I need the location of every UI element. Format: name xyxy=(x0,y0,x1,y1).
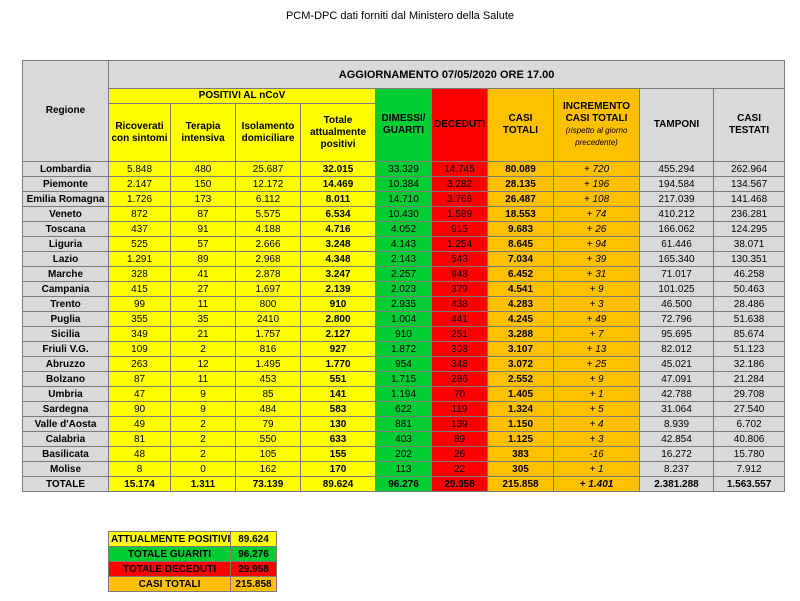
terapia-value: 12 xyxy=(171,357,236,372)
casi-testati-value: 130.351 xyxy=(714,252,785,267)
table-row xyxy=(23,237,785,252)
table-row xyxy=(23,207,785,222)
region-name: Marche xyxy=(23,267,109,282)
totale-positivi-value: 633 xyxy=(301,432,376,447)
incremento-value: + 9 xyxy=(554,282,640,297)
ricoverati-value: 15.174 xyxy=(109,477,171,492)
tamponi-value: 42.788 xyxy=(640,387,714,402)
terapia-value: 150 xyxy=(171,177,236,192)
table-row xyxy=(23,267,785,282)
summary-row xyxy=(109,532,277,547)
incremento-value: + 3 xyxy=(554,432,640,447)
table-row xyxy=(23,162,785,177)
deceduti-value: 29.958 xyxy=(432,477,488,492)
isolamento-value: 550 xyxy=(236,432,301,447)
table-row xyxy=(23,432,785,447)
summary-row xyxy=(109,547,277,562)
table-row xyxy=(23,282,785,297)
tamponi-value: 31.064 xyxy=(640,402,714,417)
deceduti-value: 89 xyxy=(432,432,488,447)
casi-testati-value: 32.186 xyxy=(714,357,785,372)
region-name: Emilia Romagna xyxy=(23,192,109,207)
ricoverati-value: 328 xyxy=(109,267,171,282)
region-name: Calabria xyxy=(23,432,109,447)
ricoverati-value: 109 xyxy=(109,342,171,357)
deceduti-value: 543 xyxy=(432,252,488,267)
incremento-value: + 74 xyxy=(554,207,640,222)
terapia-value: 1.311 xyxy=(171,477,236,492)
casi-totali-value: 1.324 xyxy=(488,402,554,417)
casi-totali-value: 6.452 xyxy=(488,267,554,282)
terapia-value: 2 xyxy=(171,417,236,432)
terapia-value: 0 xyxy=(171,462,236,477)
tamponi-value: 455.294 xyxy=(640,162,714,177)
totale-positivi-value: 927 xyxy=(301,342,376,357)
tamponi-value: 45.021 xyxy=(640,357,714,372)
terapia-value: 2 xyxy=(171,342,236,357)
totale-positivi-value: 141 xyxy=(301,387,376,402)
totale-positivi-value: 3.247 xyxy=(301,267,376,282)
terapia-value: 27 xyxy=(171,282,236,297)
ricoverati-value: 1.291 xyxy=(109,252,171,267)
table-row xyxy=(23,372,785,387)
incremento-value: + 26 xyxy=(554,222,640,237)
dimessi-value: 4.052 xyxy=(376,222,432,237)
isolamento-value: 4.188 xyxy=(236,222,301,237)
isolamento-value: 2410 xyxy=(236,312,301,327)
incremento-value: + 1 xyxy=(554,462,640,477)
ricoverati-value: 47 xyxy=(109,387,171,402)
casi-testati-value: 124.295 xyxy=(714,222,785,237)
tamponi-value: 2.381.288 xyxy=(640,477,714,492)
dimessi-value: 622 xyxy=(376,402,432,417)
dimessi-value: 1.004 xyxy=(376,312,432,327)
totale-positivi-value: 1.770 xyxy=(301,357,376,372)
totale-positivi-value: 3.248 xyxy=(301,237,376,252)
deceduti-value: 139 xyxy=(432,417,488,432)
ricoverati-value: 349 xyxy=(109,327,171,342)
incremento-value: -16 xyxy=(554,447,640,462)
deceduti-value: 348 xyxy=(432,357,488,372)
totale-positivi-value: 2.139 xyxy=(301,282,376,297)
casi-testati-value: 141.468 xyxy=(714,192,785,207)
summary-value: 96.276 xyxy=(231,547,277,562)
region-name: Abruzzo xyxy=(23,357,109,372)
summary-value: 89.624 xyxy=(231,532,277,547)
isolamento-value: 25.687 xyxy=(236,162,301,177)
totale-positivi-value: 2.800 xyxy=(301,312,376,327)
isolamento-value: 12.172 xyxy=(236,177,301,192)
dimessi-value: 2.143 xyxy=(376,252,432,267)
deceduti-value: 308 xyxy=(432,342,488,357)
casi-testati-value: 29.708 xyxy=(714,387,785,402)
totale-positivi-value: 155 xyxy=(301,447,376,462)
totale-positivi-value: 583 xyxy=(301,402,376,417)
casi-testati-value: 50.463 xyxy=(714,282,785,297)
positivi-group-header: POSITIVI AL nCoV xyxy=(109,89,376,104)
source-caption: PCM-DPC dati forniti dal Ministero della Salute xyxy=(285,10,515,22)
deceduti-value: 3.766 xyxy=(432,192,488,207)
col-isolamento: Isolamento domiciliare xyxy=(236,104,301,162)
incremento-value: + 94 xyxy=(554,237,640,252)
totale-positivi-value: 4.348 xyxy=(301,252,376,267)
isolamento-value: 1.495 xyxy=(236,357,301,372)
region-name: Campania xyxy=(23,282,109,297)
tamponi-value: 46.500 xyxy=(640,297,714,312)
tamponi-value: 194.584 xyxy=(640,177,714,192)
casi-totali-value: 26.487 xyxy=(488,192,554,207)
region-name: Piemonte xyxy=(23,177,109,192)
ricoverati-value: 81 xyxy=(109,432,171,447)
terapia-value: 11 xyxy=(171,372,236,387)
table-row xyxy=(23,387,785,402)
deceduti-value: 948 xyxy=(432,267,488,282)
deceduti-value: 3.282 xyxy=(432,177,488,192)
region-name: Friuli V.G. xyxy=(23,342,109,357)
dimessi-value: 96.276 xyxy=(376,477,432,492)
col-terapia: Terapia intensiva xyxy=(171,104,236,162)
terapia-value: 21 xyxy=(171,327,236,342)
table-row xyxy=(23,312,785,327)
casi-testati-value: 6.702 xyxy=(714,417,785,432)
ricoverati-value: 437 xyxy=(109,222,171,237)
dimessi-value: 954 xyxy=(376,357,432,372)
col-casi-totali: CASI TOTALI xyxy=(488,89,554,162)
tamponi-value: 101.025 xyxy=(640,282,714,297)
terapia-value: 480 xyxy=(171,162,236,177)
casi-testati-value: 21.284 xyxy=(714,372,785,387)
incremento-value: + 720 xyxy=(554,162,640,177)
casi-testati-value: 134.567 xyxy=(714,177,785,192)
isolamento-value: 484 xyxy=(236,402,301,417)
incremento-value: + 9 xyxy=(554,372,640,387)
casi-totali-value: 28.135 xyxy=(488,177,554,192)
dimessi-value: 403 xyxy=(376,432,432,447)
summary-row xyxy=(109,562,277,577)
summary-label: TOTALE DECEDUTI xyxy=(109,562,231,577)
deceduti-value: 14.745 xyxy=(432,162,488,177)
casi-testati-value: 236.281 xyxy=(714,207,785,222)
isolamento-value: 1.697 xyxy=(236,282,301,297)
tamponi-value: 410.212 xyxy=(640,207,714,222)
region-name: Lombardia xyxy=(23,162,109,177)
region-name: Toscana xyxy=(23,222,109,237)
tamponi-value: 95.695 xyxy=(640,327,714,342)
dimessi-value: 202 xyxy=(376,447,432,462)
casi-totali-value: 3.107 xyxy=(488,342,554,357)
terapia-value: 9 xyxy=(171,402,236,417)
casi-testati-value: 85.674 xyxy=(714,327,785,342)
terapia-value: 57 xyxy=(171,237,236,252)
incremento-value: + 25 xyxy=(554,357,640,372)
ricoverati-value: 263 xyxy=(109,357,171,372)
summary-row xyxy=(109,577,277,592)
deceduti-value: 251 xyxy=(432,327,488,342)
deceduti-value: 22 xyxy=(432,462,488,477)
summary-label: CASI TOTALI xyxy=(109,577,231,592)
casi-testati-value: 28.486 xyxy=(714,297,785,312)
col-ricoverati: Ricoverati con sintomi xyxy=(109,104,171,162)
isolamento-value: 162 xyxy=(236,462,301,477)
dimessi-value: 2.023 xyxy=(376,282,432,297)
casi-testati-value: 38.071 xyxy=(714,237,785,252)
tamponi-value: 47.091 xyxy=(640,372,714,387)
deceduti-value: 1.254 xyxy=(432,237,488,252)
table-row xyxy=(23,417,785,432)
terapia-value: 41 xyxy=(171,267,236,282)
incremento-value: + 3 xyxy=(554,297,640,312)
isolamento-value: 6.112 xyxy=(236,192,301,207)
summary-value: 29.958 xyxy=(231,562,277,577)
summary-label: ATTUALMENTE POSITIVI xyxy=(109,532,231,547)
tamponi-value: 217.039 xyxy=(640,192,714,207)
totale-positivi-value: 170 xyxy=(301,462,376,477)
table-row xyxy=(23,327,785,342)
totale-positivi-value: 32.015 xyxy=(301,162,376,177)
incremento-value: + 39 xyxy=(554,252,640,267)
tamponi-value: 61.446 xyxy=(640,237,714,252)
deceduti-value: 119 xyxy=(432,402,488,417)
tamponi-value: 8.939 xyxy=(640,417,714,432)
dimessi-value: 113 xyxy=(376,462,432,477)
ricoverati-value: 2.147 xyxy=(109,177,171,192)
region-name: Trento xyxy=(23,297,109,312)
dimessi-value: 14.710 xyxy=(376,192,432,207)
casi-totali-value: 9.683 xyxy=(488,222,554,237)
col-tamponi: TAMPONI xyxy=(640,89,714,162)
terapia-value: 2 xyxy=(171,432,236,447)
terapia-value: 91 xyxy=(171,222,236,237)
deceduti-value: 70 xyxy=(432,387,488,402)
summary-label: TOTALE GUARITI xyxy=(109,547,231,562)
incremento-value: + 5 xyxy=(554,402,640,417)
dimessi-value: 10.384 xyxy=(376,177,432,192)
incremento-value: + 196 xyxy=(554,177,640,192)
incremento-value: + 13 xyxy=(554,342,640,357)
isolamento-value: 79 xyxy=(236,417,301,432)
ricoverati-value: 87 xyxy=(109,372,171,387)
table-row xyxy=(23,177,785,192)
terapia-value: 11 xyxy=(171,297,236,312)
totale-positivi-value: 910 xyxy=(301,297,376,312)
tamponi-value: 166.062 xyxy=(640,222,714,237)
casi-totali-value: 2.552 xyxy=(488,372,554,387)
col-regione: Regione xyxy=(23,61,109,162)
dimessi-value: 33.329 xyxy=(376,162,432,177)
col-casi-testati: CASI TESTATI xyxy=(714,89,785,162)
casi-totali-value: 7.034 xyxy=(488,252,554,267)
totale-positivi-value: 89.624 xyxy=(301,477,376,492)
isolamento-value: 2.666 xyxy=(236,237,301,252)
region-name: Veneto xyxy=(23,207,109,222)
col-incremento xyxy=(554,89,640,162)
casi-totali-value: 80.089 xyxy=(488,162,554,177)
table-row xyxy=(23,357,785,372)
casi-totali-value: 4.245 xyxy=(488,312,554,327)
terapia-value: 9 xyxy=(171,387,236,402)
tamponi-value: 72.796 xyxy=(640,312,714,327)
col-totale-positivi: Totale attualmente positivi xyxy=(301,104,376,162)
summary-value: 215.858 xyxy=(231,577,277,592)
deceduti-value: 379 xyxy=(432,282,488,297)
casi-testati-value: 15.780 xyxy=(714,447,785,462)
isolamento-value: 1.757 xyxy=(236,327,301,342)
dimessi-value: 881 xyxy=(376,417,432,432)
ricoverati-value: 415 xyxy=(109,282,171,297)
deceduti-value: 26 xyxy=(432,447,488,462)
ricoverati-value: 48 xyxy=(109,447,171,462)
incremento-value: + 1.401 xyxy=(554,477,640,492)
table-row xyxy=(23,297,785,312)
incremento-value: + 1 xyxy=(554,387,640,402)
casi-testati-value: 40.806 xyxy=(714,432,785,447)
summary-table xyxy=(108,531,277,592)
ricoverati-value: 525 xyxy=(109,237,171,252)
dimessi-value: 1.194 xyxy=(376,387,432,402)
deceduti-value: 915 xyxy=(432,222,488,237)
table-row xyxy=(23,342,785,357)
casi-testati-value: 262.964 xyxy=(714,162,785,177)
table-row xyxy=(23,252,785,267)
regional-data-table xyxy=(22,60,785,492)
totals-row xyxy=(23,477,785,492)
casi-testati-value: 27.540 xyxy=(714,402,785,417)
totale-positivi-value: 2.127 xyxy=(301,327,376,342)
table-row xyxy=(23,402,785,417)
casi-totali-value: 1.125 xyxy=(488,432,554,447)
casi-totali-value: 3.072 xyxy=(488,357,554,372)
casi-totali-value: 1.150 xyxy=(488,417,554,432)
region-name: Umbria xyxy=(23,387,109,402)
terapia-value: 89 xyxy=(171,252,236,267)
isolamento-value: 800 xyxy=(236,297,301,312)
region-name: Sardegna xyxy=(23,402,109,417)
isolamento-value: 2.968 xyxy=(236,252,301,267)
ricoverati-value: 49 xyxy=(109,417,171,432)
dimessi-value: 910 xyxy=(376,327,432,342)
dimessi-value: 2.257 xyxy=(376,267,432,282)
casi-totali-value: 3.288 xyxy=(488,327,554,342)
isolamento-value: 73.139 xyxy=(236,477,301,492)
totale-positivi-value: 130 xyxy=(301,417,376,432)
region-name: Molise xyxy=(23,462,109,477)
casi-totali-value: 1.405 xyxy=(488,387,554,402)
dimessi-value: 1.872 xyxy=(376,342,432,357)
isolamento-value: 453 xyxy=(236,372,301,387)
ricoverati-value: 8 xyxy=(109,462,171,477)
region-name: Bolzano xyxy=(23,372,109,387)
isolamento-value: 85 xyxy=(236,387,301,402)
totale-positivi-value: 6.534 xyxy=(301,207,376,222)
tamponi-value: 8.237 xyxy=(640,462,714,477)
casi-testati-value: 1.563.557 xyxy=(714,477,785,492)
region-name: Basilicata xyxy=(23,447,109,462)
casi-totali-value: 8.645 xyxy=(488,237,554,252)
col-deceduti: DECEDUTI xyxy=(432,89,488,162)
tamponi-value: 16.272 xyxy=(640,447,714,462)
region-name: Liguria xyxy=(23,237,109,252)
terapia-value: 2 xyxy=(171,447,236,462)
terapia-value: 173 xyxy=(171,192,236,207)
casi-testati-value: 51.123 xyxy=(714,342,785,357)
region-name: Sicilia xyxy=(23,327,109,342)
casi-totali-value: 215.858 xyxy=(488,477,554,492)
table-row xyxy=(23,447,785,462)
incremento-value: + 108 xyxy=(554,192,640,207)
tamponi-value: 82.012 xyxy=(640,342,714,357)
region-name: TOTALE xyxy=(23,477,109,492)
dimessi-value: 10.430 xyxy=(376,207,432,222)
ricoverati-value: 90 xyxy=(109,402,171,417)
casi-testati-value: 7.912 xyxy=(714,462,785,477)
ricoverati-value: 355 xyxy=(109,312,171,327)
isolamento-value: 816 xyxy=(236,342,301,357)
dimessi-value: 1.715 xyxy=(376,372,432,387)
incremento-value: + 31 xyxy=(554,267,640,282)
table-row xyxy=(23,192,785,207)
casi-totali-value: 383 xyxy=(488,447,554,462)
terapia-value: 35 xyxy=(171,312,236,327)
casi-totali-value: 18.553 xyxy=(488,207,554,222)
casi-totali-value: 305 xyxy=(488,462,554,477)
ricoverati-value: 5.848 xyxy=(109,162,171,177)
deceduti-value: 286 xyxy=(432,372,488,387)
isolamento-value: 5.575 xyxy=(236,207,301,222)
casi-totali-value: 4.541 xyxy=(488,282,554,297)
deceduti-value: 1.589 xyxy=(432,207,488,222)
region-name: Puglia xyxy=(23,312,109,327)
col-incremento-label: INCREMENTO CASI TOTALI xyxy=(562,101,631,124)
incremento-value: + 7 xyxy=(554,327,640,342)
deceduti-value: 441 xyxy=(432,312,488,327)
casi-testati-value: 51.638 xyxy=(714,312,785,327)
totale-positivi-value: 14.469 xyxy=(301,177,376,192)
table-row xyxy=(23,222,785,237)
region-name: Valle d'Aosta xyxy=(23,417,109,432)
update-title: AGGIORNAMENTO 07/05/2020 ORE 17.00 xyxy=(109,61,785,89)
casi-totali-value: 4.283 xyxy=(488,297,554,312)
dimessi-value: 4.143 xyxy=(376,237,432,252)
ricoverati-value: 872 xyxy=(109,207,171,222)
incremento-value: + 4 xyxy=(554,417,640,432)
ricoverati-value: 99 xyxy=(109,297,171,312)
dimessi-value: 2.935 xyxy=(376,297,432,312)
casi-testati-value: 46.258 xyxy=(714,267,785,282)
totale-positivi-value: 8.011 xyxy=(301,192,376,207)
totale-positivi-value: 551 xyxy=(301,372,376,387)
isolamento-value: 2.878 xyxy=(236,267,301,282)
terapia-value: 87 xyxy=(171,207,236,222)
tamponi-value: 165.340 xyxy=(640,252,714,267)
col-dimessi: DIMESSI/ GUARITI xyxy=(376,89,432,162)
deceduti-value: 438 xyxy=(432,297,488,312)
tamponi-value: 71.017 xyxy=(640,267,714,282)
region-name: Lazio xyxy=(23,252,109,267)
ricoverati-value: 1.726 xyxy=(109,192,171,207)
col-incremento-note: (rispetto al giorno precedente) xyxy=(565,126,628,147)
totale-positivi-value: 4.716 xyxy=(301,222,376,237)
table-row xyxy=(23,462,785,477)
incremento-value: + 49 xyxy=(554,312,640,327)
tamponi-value: 42.854 xyxy=(640,432,714,447)
isolamento-value: 105 xyxy=(236,447,301,462)
